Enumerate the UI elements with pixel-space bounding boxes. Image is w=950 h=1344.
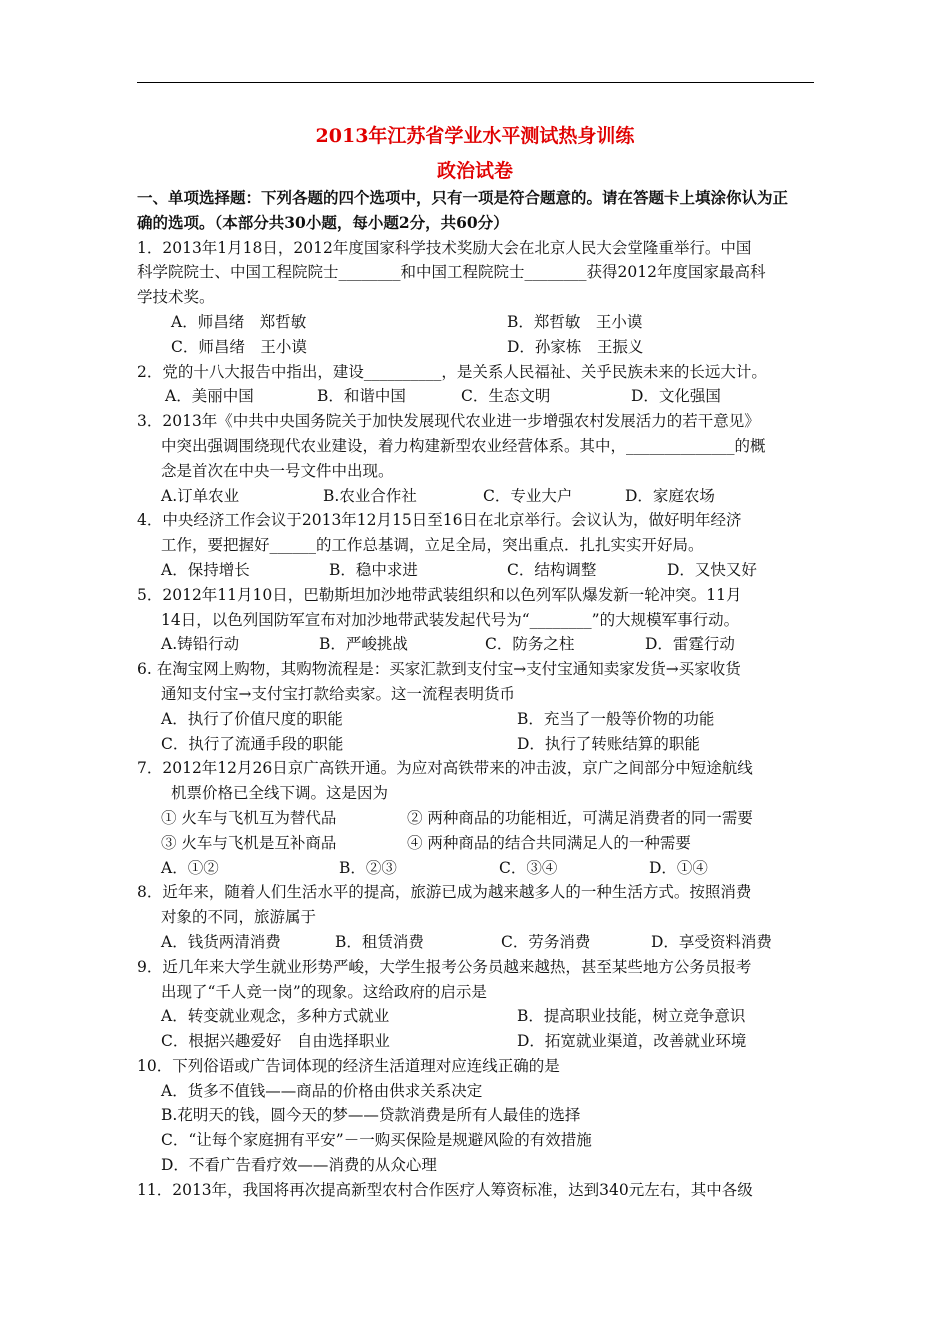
option-c: C．生态文明 (461, 387, 551, 406)
question-1-text: 科学院院士、中国工程院院士________和中国工程院院士________获得2012年度国家最高科 (137, 263, 766, 282)
question-2-options (137, 384, 817, 409)
option-d: D．孙家栋 王振义 (507, 337, 644, 356)
option-b: B．租赁消费 (335, 932, 424, 951)
statement-1: ① 火车与飞机互为替代品 (161, 808, 337, 827)
question-1-text: 学技术奖。 (137, 288, 215, 307)
question-5-text: 14日，以色列国防军宣布对加沙地带武装发起代号为“________”的大规模军事行动。 (161, 610, 740, 629)
question-6-text: 通知支付宝→支付宝打款给卖家。这一流程表明货币 (161, 684, 515, 703)
question-6-text: 6. 在淘宝网上购物，其购物流程是：买家汇款到支付宝→支付宝通知卖家发货→买家收货 (137, 660, 741, 679)
option-d: D．雷霆行动 (645, 635, 735, 654)
option-b: B．②③ (339, 858, 397, 877)
question-3-options (137, 484, 817, 509)
exam-body (137, 186, 817, 1203)
question-10-text: 10．下列俗语或广告词体现的经济生活道理对应连线正确的是 (137, 1056, 560, 1075)
option-d: D．享受资料消费 (651, 932, 772, 951)
question-5-options (137, 632, 817, 657)
question-8-text: 对象的不同，旅游属于 (161, 908, 317, 927)
option-a: A．①② (161, 858, 219, 877)
question-1-text: 1．2013年1月18日，2012年度国家科学技术奖励大会在北京人民大会堂隆重举行。中国 (137, 238, 752, 257)
question-4-text: 工作，要把握好______的工作总基调，立足全局，突出重点．扎扎实实开好局。 (161, 536, 704, 555)
option-b: B．提高职业技能，树立竞争意识 (517, 1007, 746, 1026)
option-d: D．不看广告看疗效——消费的从众心理 (161, 1156, 437, 1175)
question-4-options (137, 558, 817, 583)
option-b: B．稳中求进 (329, 560, 418, 579)
question-9-options (137, 1029, 817, 1054)
option-a: A．师昌绪 郑哲敏 (171, 312, 307, 331)
option-a: A．钱货两清消费 (161, 932, 281, 951)
statement-3: ③ 火车与飞机是互补商品 (161, 833, 337, 852)
option-c: C．结构调整 (507, 560, 597, 579)
option-c: C．劳务消费 (501, 932, 591, 951)
question-9-text: 9．近几年来大学生就业形势严峻，大学生报考公务员越来越热，甚至某些地方公务员报考 (137, 957, 752, 976)
question-3-text: 中突出强调围绕现代农业建设，着力构建新型农业经营体系。其中，______________的概 (161, 436, 766, 455)
question-7-options (137, 856, 817, 881)
section-instruction: 一、单项选择题：下列各题的四个选项中，只有一项是符合题意的。请在答题卡上填涂你认为正 (137, 188, 789, 207)
question-3-text: 念是首次在中央一号文件中出现。 (161, 461, 394, 480)
option-a: A．执行了价值尺度的职能 (161, 709, 343, 728)
header-rule (137, 82, 814, 83)
option-b: B．和谐中国 (317, 387, 406, 406)
option-a: A.铸铅行动 (161, 635, 240, 654)
question-9-options (137, 1004, 817, 1029)
question-9-text: 出现了“千人竞一岗”的现象。这给政府的启示是 (161, 982, 487, 1001)
section-instruction-cont: 确的选项。（本部分共30小题，每小题2分，共60分） (137, 212, 509, 232)
question-4-text: 4．中央经济工作会议于2013年12月15日至16日在北京举行。会议认为，做好明年经济 (137, 511, 742, 530)
option-d: D．执行了转账结算的职能 (517, 734, 700, 753)
option-a: A．美丽中国 (165, 387, 254, 406)
option-a: A．货多不值钱——商品的价格由供求关系决定 (161, 1081, 483, 1100)
exam-subtitle: 政治试卷 (436, 160, 513, 182)
statement-4: ④ 两种商品的结合共同满足人的一种需要 (407, 833, 691, 852)
statement-2: ② 两种商品的功能相近，可满足消费者的同一需要 (407, 808, 753, 827)
option-d: D．拓宽就业渠道，改善就业环境 (517, 1032, 747, 1051)
option-c: C．防务之柱 (485, 635, 575, 654)
question-7-text: 机票价格已全线下调。这是因为 (171, 784, 389, 803)
option-d: D．又快又好 (667, 560, 757, 579)
option-b: B.农业合作社 (323, 486, 417, 505)
question-7-statements (137, 806, 817, 831)
option-b: B．郑哲敏 王小谟 (507, 312, 643, 331)
option-c: C．“让每个家庭拥有平安”－一购买保险是规避风险的有效措施 (161, 1131, 592, 1150)
question-8-options (137, 930, 817, 955)
option-d: D．文化强国 (631, 387, 721, 406)
question-5-text: 5．2012年11月10日，巴勒斯坦加沙地带武装组织和以色列军队爆发新一轮冲突。11月 (137, 585, 742, 604)
question-7-text: 7．2012年12月26日京广高铁开通。为应对高铁带来的冲击波，京广之间部分中短途航线 (137, 759, 753, 778)
question-8-text: 8．近年来，随着人们生活水平的提高，旅游已成为越来越多人的一种生活方式。按照消费 (137, 883, 752, 902)
option-a: A.订单农业 (161, 486, 240, 505)
option-d: D．家庭农场 (625, 486, 715, 505)
question-11-text: 11．2013年，我国将再次提高新型农村合作医疗人筹资标准，达到340元左右，其中各级 (137, 1180, 753, 1199)
option-a: A．转变就业观念，多种方式就业 (161, 1007, 390, 1026)
option-b: B．严峻挑战 (319, 635, 408, 654)
option-c: C．根据兴趣爱好 自由选择职业 (161, 1032, 390, 1051)
option-a: A．保持增长 (161, 560, 250, 579)
question-6-options (137, 707, 817, 732)
option-d: D．①④ (649, 858, 708, 877)
question-7-statements (137, 831, 817, 856)
option-b: B．充当了一般等价物的功能 (517, 709, 715, 728)
question-1-options (137, 310, 817, 335)
question-1-options (137, 335, 817, 360)
option-c: C．专业大户 (483, 486, 573, 505)
question-6-options (137, 732, 817, 757)
option-c: C．③④ (499, 858, 558, 877)
option-c: C．师昌绪 王小谟 (171, 337, 307, 356)
option-c: C．执行了流通手段的职能 (161, 734, 344, 753)
question-2-text: 2．党的十八大报告中指出，建设__________，是关系人民福祉、关乎民族未来的长远大计。 (137, 362, 767, 381)
question-3-text: 3．2013年《中共中央国务院关于加快发展现代农业进一步增强农村发展活力的若干意见》 (137, 412, 760, 431)
exam-title: 2013年江苏省学业水平测试热身训练 (315, 125, 635, 147)
option-b: B.花明天的钱，圆今天的梦——贷款消费是所有人最佳的选择 (161, 1106, 581, 1125)
